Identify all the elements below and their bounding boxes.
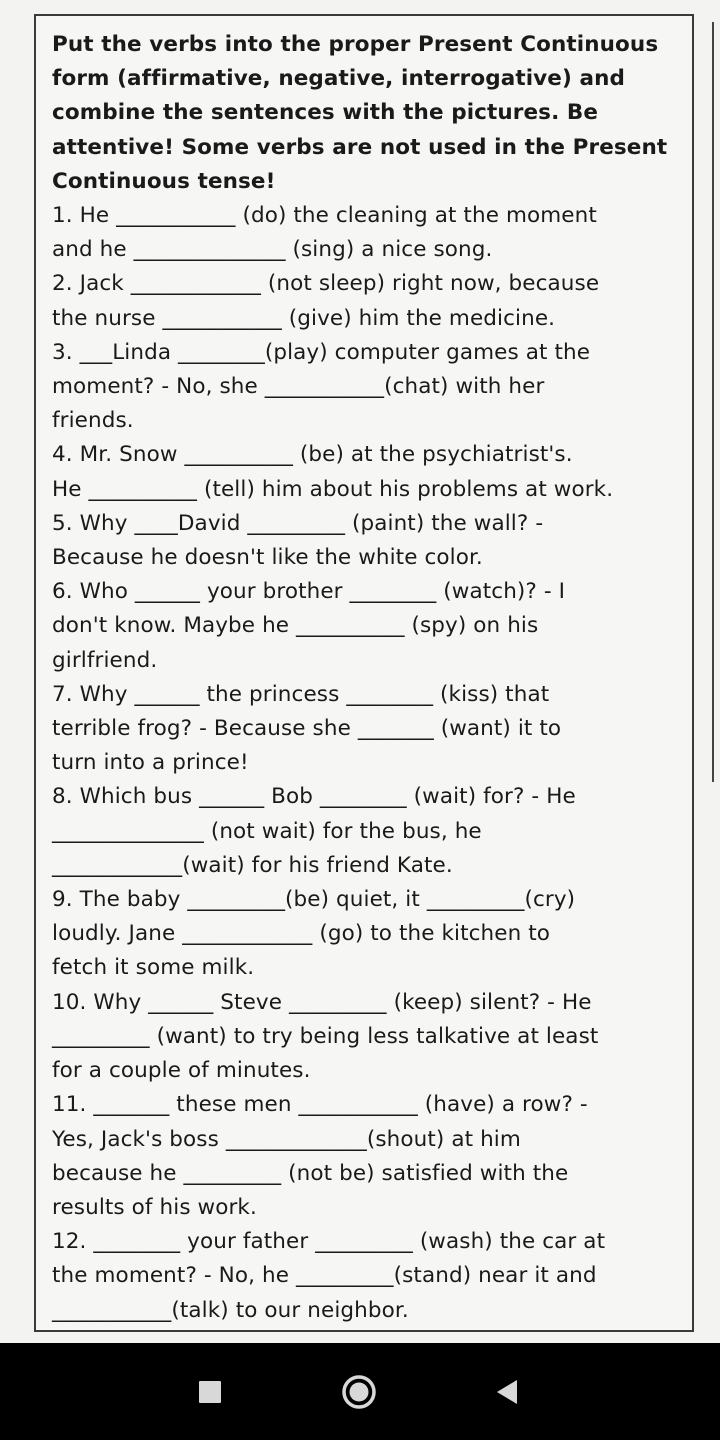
android-nav-bar xyxy=(0,1343,720,1440)
exercise-line: Yes, Jack's boss _____________(shout) at him xyxy=(52,1126,521,1152)
exercise-line: Because he doesn't like the white color. xyxy=(52,545,483,571)
exercise-line: 6. Who ______ your brother ________ (watch)? - I xyxy=(52,579,566,605)
exercise-12 xyxy=(52,1225,692,1328)
exercise-7 xyxy=(52,678,692,781)
adjacent-page-edge xyxy=(712,22,717,782)
instruction-line: Put the verbs into the proper Present Continuous xyxy=(52,32,659,57)
exercise-line: 7. Why ______ the princess ________ (kiss) that xyxy=(52,681,550,707)
instruction-line: form (affirmative, negative, interrogative) and xyxy=(52,66,625,92)
exercise-9 xyxy=(52,883,692,986)
exercise-line: fetch it some milk. xyxy=(52,955,255,981)
triangle-back-icon xyxy=(493,1378,521,1406)
home-button[interactable] xyxy=(334,1367,384,1417)
exercise-line: don't know. Maybe he __________ (spy) on his xyxy=(52,613,539,639)
exercise-line: friends. xyxy=(52,408,134,434)
instruction-line: Continuous tense! xyxy=(52,168,276,194)
exercise-line: 12. ________ your father _________ (wash) the car at xyxy=(52,1229,606,1255)
exercise-line: 2. Jack ____________ (not sleep) right now, because xyxy=(52,271,600,297)
exercise-line: terrible frog? - Because she _______ (want) it to xyxy=(52,716,562,742)
exercise-line: 5. Why ____David _________ (paint) the wall? - xyxy=(52,510,544,536)
exercise-line: the moment? - No, he _________(stand) near it and xyxy=(52,1263,597,1289)
exercise-line: the nurse ___________ (give) him the medicine. xyxy=(52,305,556,331)
exercise-line: 3. ___Linda ________(play) computer games at the xyxy=(52,339,591,365)
exercise-4 xyxy=(52,438,692,506)
exercise-line: results of his work. xyxy=(52,1194,257,1220)
instruction-line: attentive! Some verbs are not used in the Present xyxy=(52,134,668,160)
worksheet-content xyxy=(52,28,692,1328)
exercise-line: loudly. Jane ____________ (go) to the kitchen to xyxy=(52,921,551,947)
square-icon xyxy=(198,1380,222,1404)
recents-button[interactable] xyxy=(185,1367,235,1417)
exercise-line: 8. Which bus ______ Bob ________ (wait) for? - He xyxy=(52,784,576,810)
exercise-line: turn into a prince! xyxy=(52,750,249,776)
exercise-line: _________ (want) to try being less talkative at least xyxy=(52,1023,599,1049)
exercise-6 xyxy=(52,575,692,678)
exercise-line: girlfriend. xyxy=(52,647,158,673)
exercise-2 xyxy=(52,267,692,335)
exercise-line: and he ______________ (sing) a nice song. xyxy=(52,237,493,263)
exercise-line: 10. Why ______ Steve _________ (keep) silent? - He xyxy=(52,989,592,1015)
back-button[interactable] xyxy=(482,1367,532,1417)
exercise-line: moment? - No, she ___________(chat) with her xyxy=(52,374,545,400)
instructions xyxy=(52,28,692,199)
exercise-line: because he _________ (not be) satisfied with the xyxy=(52,1160,569,1186)
exercise-line: ___________(talk) to our neighbor. xyxy=(52,1297,409,1323)
exercise-5 xyxy=(52,507,692,575)
instruction-line: combine the sentences with the pictures. Be xyxy=(52,100,599,126)
exercise-line: 11. _______ these men ___________ (have) a row? - xyxy=(52,1092,588,1118)
exercise-line: for a couple of minutes. xyxy=(52,1058,311,1084)
exercise-line: 4. Mr. Snow __________ (be) at the psychiatrist's. xyxy=(52,442,573,468)
exercise-8 xyxy=(52,780,692,883)
exercise-3 xyxy=(52,336,692,439)
exercise-line: ______________ (not wait) for the bus, he xyxy=(52,818,482,844)
exercise-11 xyxy=(52,1088,692,1225)
circle-home-icon xyxy=(339,1372,379,1412)
exercise-line: He __________ (tell) him about his problems at work. xyxy=(52,476,614,502)
exercise-line: ____________(wait) for his friend Kate. xyxy=(52,852,453,878)
exercise-line: 9. The baby _________(be) quiet, it _________(cry) xyxy=(52,887,576,913)
exercise-10 xyxy=(52,986,692,1089)
exercise-1 xyxy=(52,199,692,267)
exercise-line: 1. He ___________ (do) the cleaning at the moment xyxy=(52,203,597,229)
